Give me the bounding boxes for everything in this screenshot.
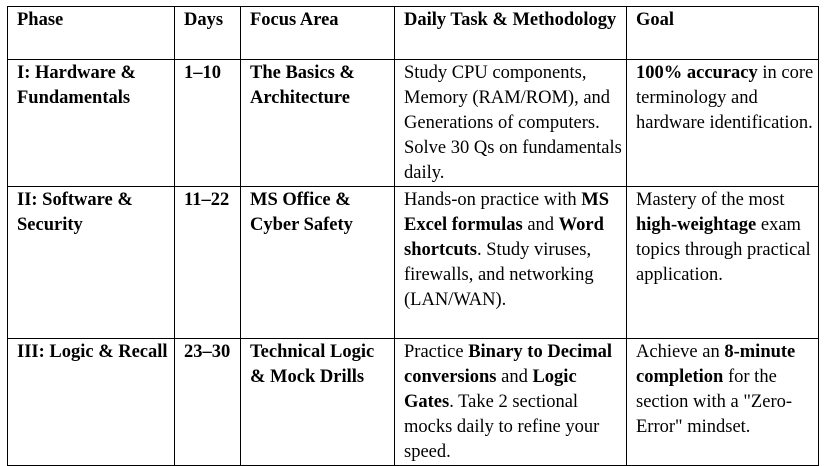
task-text: . Take 2 sectional mocks daily to refine your speed.	[404, 392, 600, 462]
daily-task-cell	[395, 187, 627, 339]
goal-text: for the section with a "Zero-Error" mindset.	[636, 367, 793, 437]
task-text: and	[496, 367, 533, 387]
days-cell: 11–22	[175, 187, 241, 339]
focus-area-cell: Technical Logic & Mock Drills	[241, 339, 395, 466]
goal-cell	[627, 339, 819, 466]
goal-highlight: high-weightage	[636, 215, 757, 235]
header-goal: Goal	[627, 7, 819, 60]
goal-cell	[627, 187, 819, 339]
focus-area-cell: The Basics & Architecture	[241, 60, 395, 187]
days-cell: 23–30	[175, 339, 241, 466]
goal-highlight: 8-minute completion	[636, 342, 796, 387]
study-plan-table	[7, 6, 819, 466]
task-highlight: MS Excel formulas	[404, 190, 609, 235]
task-text: . Study viruses, firewalls, and networking (LAN/WAN).	[404, 240, 594, 310]
header-phase: Phase	[8, 7, 175, 60]
task-text: Practice	[404, 342, 469, 362]
phase-cell: I: Hardware & Fundamentals	[8, 60, 175, 187]
daily-task-cell: Study CPU components, Memory (RAM/ROM), and Generations of computers. Solve 30 Qs on fundamentals daily.	[395, 60, 627, 187]
phase-cell: III: Logic & Recall	[8, 339, 175, 466]
daily-task-cell	[395, 339, 627, 466]
table-row	[8, 339, 819, 466]
goal-cell	[627, 60, 819, 187]
header-daily-task: Daily Task & Methodology	[395, 7, 627, 60]
task-highlight: Logic Gates	[404, 367, 577, 412]
goal-text: in core terminology and hardware identification.	[636, 63, 814, 133]
goal-highlight: 100% accuracy	[636, 63, 758, 83]
task-highlight: Binary to Decimal conversions	[404, 342, 613, 387]
goal-text: Achieve an	[636, 342, 725, 362]
days-cell: 1–10	[175, 60, 241, 187]
header-days: Days	[175, 7, 241, 60]
task-text: Hands-on practice with	[404, 190, 582, 210]
header-focus-area: Focus Area	[241, 7, 395, 60]
focus-area-cell: MS Office & Cyber Safety	[241, 187, 395, 339]
goal-text: exam topics through practical application.	[636, 215, 811, 285]
task-text: and	[522, 215, 559, 235]
task-highlight: Word shortcuts	[404, 215, 604, 260]
table-row	[8, 60, 819, 187]
table-row	[8, 187, 819, 339]
phase-cell: II: Software & Security	[8, 187, 175, 339]
table-header-row	[8, 7, 819, 60]
goal-text: Mastery of the most	[636, 190, 785, 210]
